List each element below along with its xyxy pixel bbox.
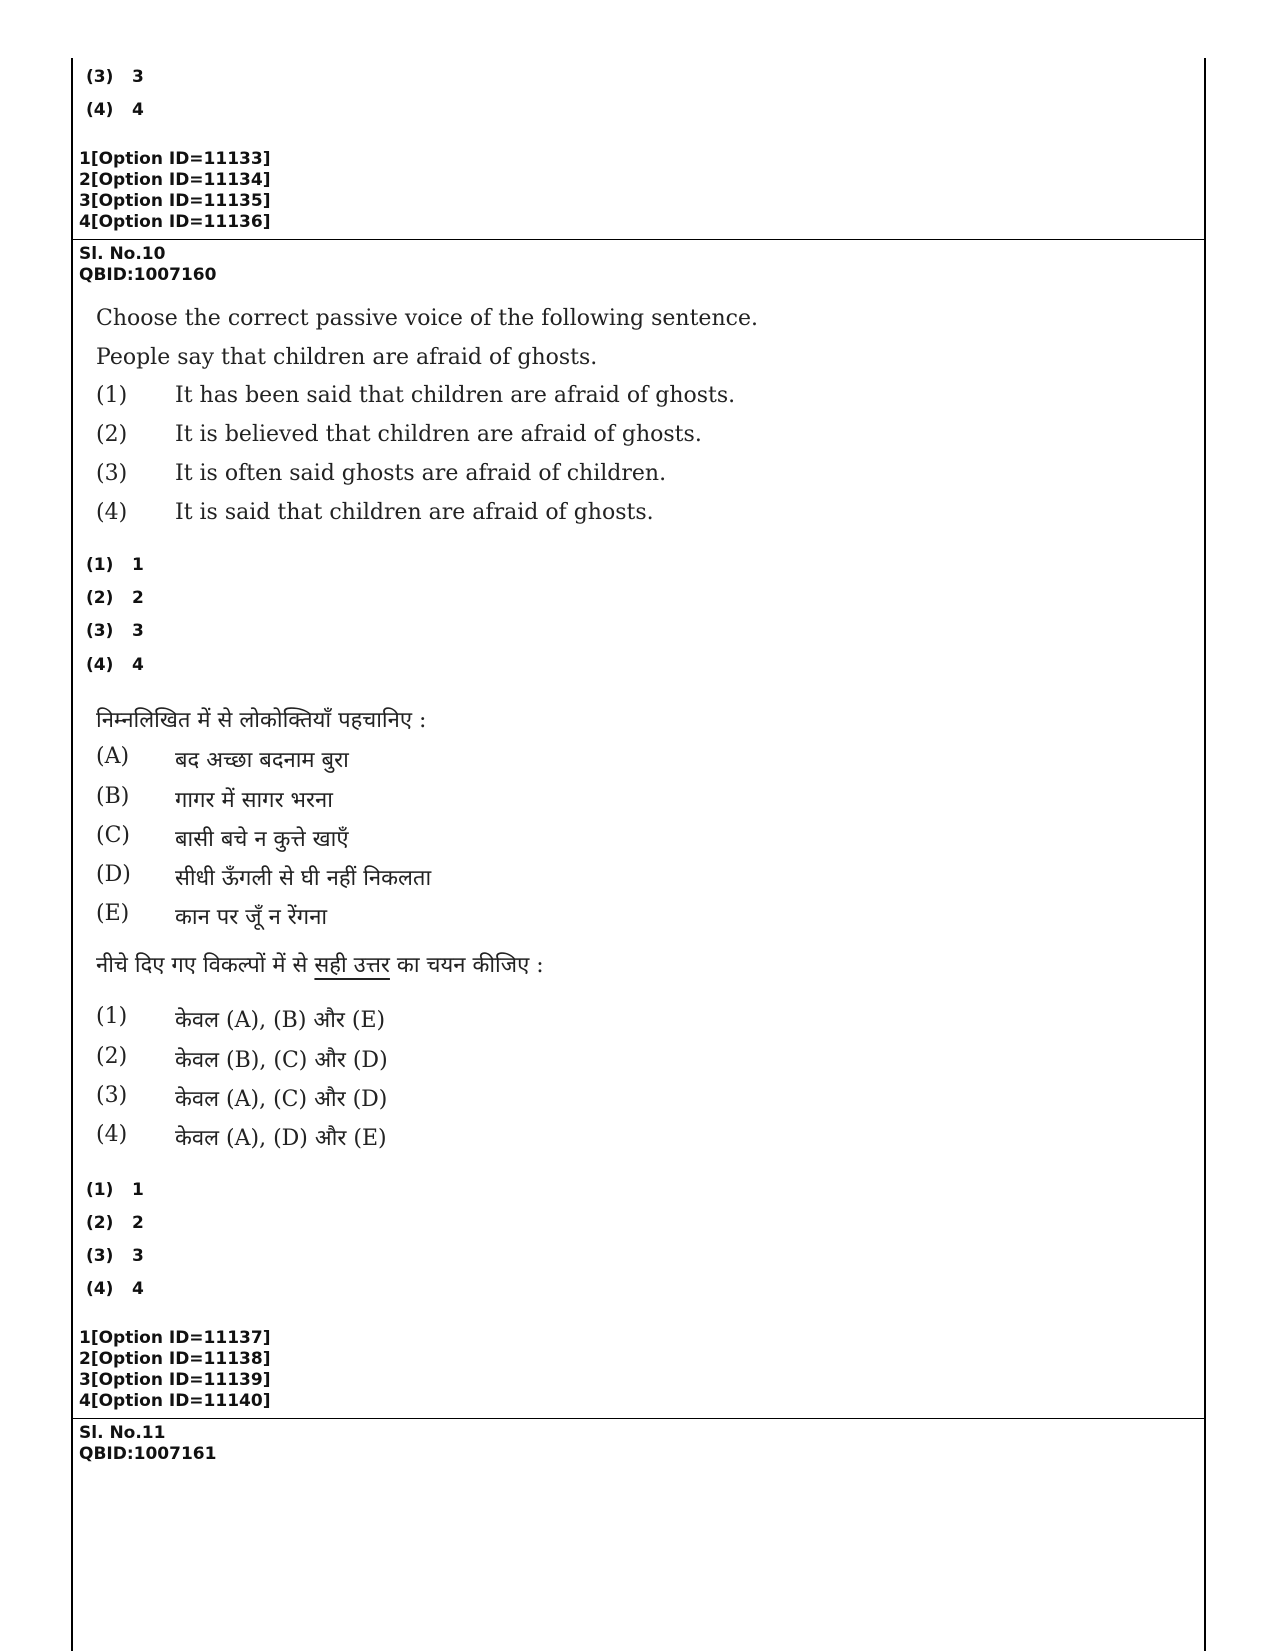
choice-number: (2)	[96, 422, 128, 447]
answer-value: 2	[132, 1213, 144, 1233]
section-divider	[71, 1418, 1206, 1419]
answer-number: (4)	[86, 1279, 114, 1299]
choice-text: केवल (A), (B) और (E)	[175, 1008, 386, 1033]
statement-text: गागर में सागर भरना	[175, 788, 333, 813]
choice-number: (3)	[96, 1083, 128, 1108]
answer-value: 4	[132, 1279, 144, 1299]
question-instruction: Choose the correct passive voice of the following sentence.	[96, 306, 758, 331]
answer-option	[86, 621, 144, 641]
choose-underlined-text: सही उत्तर	[314, 953, 390, 978]
answer-option	[86, 588, 144, 608]
statement-text: सीधी ऊँगली से घी नहीं निकलता	[175, 866, 432, 891]
choice-text: It is believed that children are afraid of ghosts.	[175, 422, 702, 447]
answer-value: 1	[132, 555, 144, 575]
choice-text: केवल (A), (D) और (E)	[175, 1126, 387, 1151]
statement-text: बासी बचे न कुत्ते खाएँ	[175, 827, 349, 852]
answer-option	[86, 1279, 144, 1299]
answer-option	[86, 100, 144, 120]
answer-number: (3)	[86, 1246, 114, 1266]
choose-text: का चयन कीजिए :	[389, 953, 544, 978]
statement-label: (B)	[96, 784, 130, 809]
option-id-list	[79, 1328, 270, 1412]
choice-number: (4)	[96, 500, 128, 525]
answer-value: 4	[132, 100, 144, 120]
answer-number: (4)	[86, 100, 114, 120]
serial-number: Sl. No.10	[79, 244, 166, 264]
answer-value: 2	[132, 588, 144, 608]
answer-option	[86, 555, 144, 575]
choice-number: (2)	[96, 1044, 128, 1069]
statement-label: (E)	[96, 901, 130, 926]
qbid: QBID:1007160	[79, 265, 217, 285]
choice-number: (3)	[96, 461, 128, 486]
choice-number: (1)	[96, 383, 128, 408]
hindi-choose-instruction	[96, 949, 544, 979]
statement-label: (C)	[96, 823, 130, 848]
statement-text: कान पर जूँ न रेंगना	[175, 905, 328, 930]
option-id: 3[Option ID=11139]	[79, 1370, 271, 1390]
hindi-instruction: निम्नलिखित में से लोकोक्तियाँ पहचानिए :	[96, 708, 427, 733]
answer-value: 3	[132, 67, 144, 87]
option-id: 2[Option ID=11138]	[79, 1349, 271, 1369]
choose-text: नीचे दिए गए विकल्पों में से	[96, 953, 315, 978]
option-id-list	[79, 149, 270, 233]
answer-value: 3	[132, 1246, 144, 1266]
answer-number: (3)	[86, 67, 114, 87]
answer-number: (4)	[86, 655, 114, 675]
answer-option	[86, 1213, 144, 1233]
option-id: 4[Option ID=11140]	[79, 1391, 271, 1411]
answer-value: 3	[132, 621, 144, 641]
option-id: 2[Option ID=11134]	[79, 170, 271, 190]
answer-number: (3)	[86, 621, 114, 641]
option-id: 1[Option ID=11133]	[79, 149, 271, 169]
choice-number: (1)	[96, 1004, 128, 1029]
statement-text: बद अच्छा बदनाम बुरा	[175, 748, 349, 773]
statement-label: (D)	[96, 862, 131, 887]
question-header	[79, 1423, 216, 1465]
question-sentence: People say that children are afraid of ghosts.	[96, 345, 598, 370]
choice-text: It is said that children are afraid of ghosts.	[175, 500, 654, 525]
choice-text: केवल (B), (C) और (D)	[175, 1048, 388, 1073]
statement-label: (A)	[96, 744, 130, 769]
section-divider	[71, 239, 1206, 240]
qbid: QBID:1007161	[79, 1444, 217, 1464]
choice-text: It is often said ghosts are afraid of children.	[175, 461, 667, 486]
question-header	[79, 244, 216, 286]
answer-option	[86, 655, 144, 675]
answer-number: (1)	[86, 555, 114, 575]
choice-text: It has been said that children are afraid of ghosts.	[175, 383, 736, 408]
option-id: 1[Option ID=11137]	[79, 1328, 271, 1348]
answer-number: (2)	[86, 588, 114, 608]
answer-number: (2)	[86, 1213, 114, 1233]
answer-option	[86, 67, 144, 87]
option-id: 3[Option ID=11135]	[79, 191, 271, 211]
answer-value: 4	[132, 655, 144, 675]
answer-option	[86, 1180, 144, 1200]
page-frame	[71, 58, 1206, 1651]
answer-value: 1	[132, 1180, 144, 1200]
answer-option	[86, 1246, 144, 1266]
answer-number: (1)	[86, 1180, 114, 1200]
choice-text: केवल (A), (C) और (D)	[175, 1087, 388, 1112]
serial-number: Sl. No.11	[79, 1423, 166, 1443]
choice-number: (4)	[96, 1122, 128, 1147]
option-id: 4[Option ID=11136]	[79, 212, 271, 232]
